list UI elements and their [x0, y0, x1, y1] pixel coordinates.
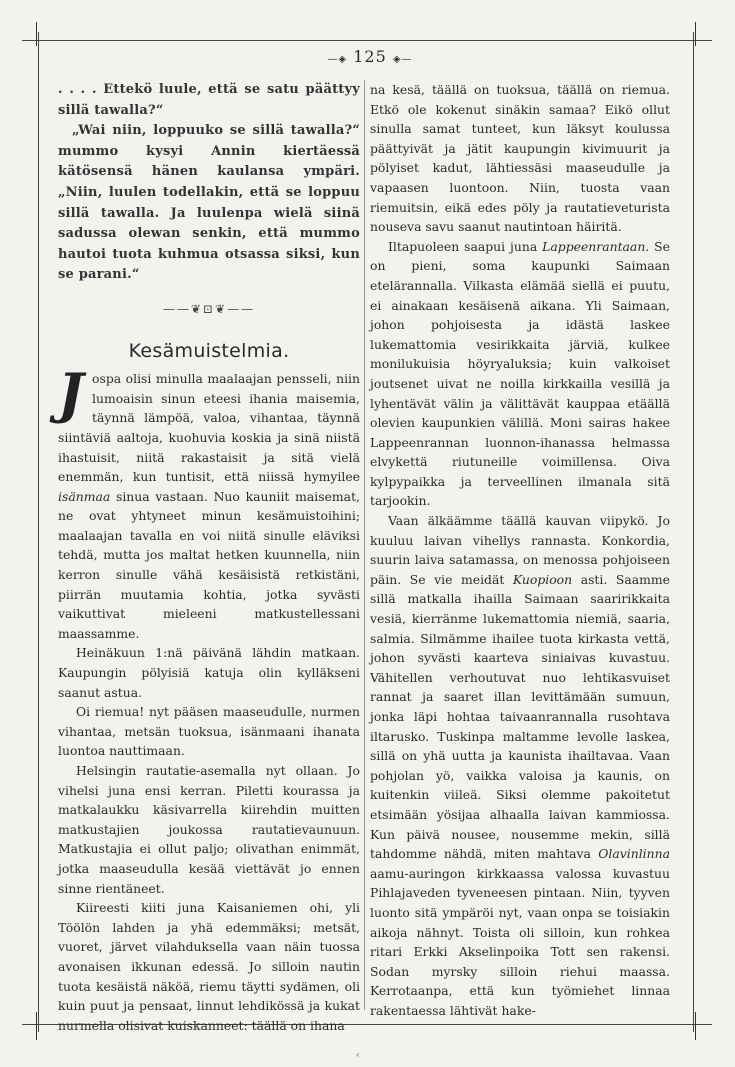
column-divider [364, 80, 365, 1010]
crop-mark [36, 1012, 37, 1040]
fraktur-text [58, 80, 360, 286]
paragraph-text: Vaan älkäämme täällä kauvan viipykö. Jo kuuluu laivan vihellys rannasta. Konkordia, suurin laiva satamassa, on menossa pohjoiseen päin. Se vie meidät [370, 513, 670, 587]
fraktur-paragraph: „Wai niin, loppuuko se sillä tawalla?“ mummo kysyi Annin kiertäessä kätösensä hänen kaulansa ympäri. „Niin, luulen todellakin, että se loppuu sillä tawalla. Ja luulenpa wielä siinä sadussa olewan senkin, että mummo hautoi tuota kuhmua otsassa siksi, kun se parani.“ [58, 123, 360, 283]
emphasis: Kuopioon [512, 571, 573, 587]
paragraph-text: Se on pieni, soma kaupunki Saimaan etelärannalla. Vilkasta elämää siellä ei puutu, ei ainakaan kesäisenä aikana. Yli Saimaan, johon pohjoisesta ja idästä laskee lukemattomia vesirikkaita järviä, kulkee monilukuisia höyryaluksia; kuin valkoiset joutsenet uivat ne noilla kirkkailla vesillä ja lyhentävät välin ja välittävät kauppaa etäällä olevien kaupunkien välillä. Moni sairas hakee Lappeenrannan luonnon-ihanassa helmassa elvykettä riutuneille voimillensa. Oiva kylpypaikka ja terveellinen ilmanala sitä tarjookin. [370, 238, 670, 509]
paragraph-text: Iltapuoleen saapui juna [388, 238, 538, 254]
emphasis: Olavinlinna [598, 846, 670, 862]
article-body [58, 361, 360, 1035]
paragraph-text: asti. Saamme sillä matkalla ihailla Saimaan saaririkkaita vesiä, kierränme lukemattomia niemiä, saaria, salmia. Silmämme ihailee tuota kirkasta vettä, johon syvästi kaarteva siniaivas kuvastuu. Vähitellen verhoutuvat nuo lehtikasvuiset rannat ja saaret illan levittämään sumuun, jonka läpi hohtaa taivaanrannalla rusohtava iltarusko. Tuskinpa maltamme levolle laskea, sillä on yhä uutta ja kaunista ihailtavaa. Vaan pohjolan yö, vaikka valoisa ja kaunis, on kuitenkin viileä. Siksi olemme pakoitetut etsimään yösijaa alhaalla laivan kammiossa. Kun päivä nousee, nousemme mekin, sillä tahdomme nähdä, miten mahtava [370, 571, 670, 862]
paragraph: Helsingin rautatie-asemalla nyt ollaan. Jo vihelsi juna ensi kerran. Piletti kourassa ja matkalaukku käsivarrella kiirehdin muitten matkustajien joukossa rautatievaunuun. Matkustajia ei ollut paljo; olivathan enimmät, jotka maaseudulla kesää viettävät jo ennen sinne rientäneet. [58, 763, 360, 896]
left-column [58, 80, 360, 1035]
paragraph: na kesä, täällä on tuoksua, täällä on riemua. Etkö ole kokenut sinäkin samaa? Eikö ollut sinulla samat tunteet, kun läksyt koulussa päättyivät ja jätit kaupungin kivimuurit ja pölyiset kadut, lähtiessäsi maaseudulle ja vapaasen luontoon. Niin, tuosta vaan riemuitsin, eikä edes pöly ja rautatieveturista nouseva savu saanut nautintoan häiritä. [370, 82, 670, 235]
page-number: 125 [353, 47, 387, 66]
footer-mark: ‹ [356, 1050, 360, 1061]
paragraph: Heinäkuun 1:nä päivänä lähdin matkaan. Kaupungin pölyisiä katuja olin kylläkseni saanut astua. [58, 645, 360, 700]
divider-ornament: ——❦⊡❦—— [162, 301, 256, 316]
paragraph-text: ospa olisi minulla maalaajan pensseli, niin lumoaisin sinun eteesi ihania maisemia, täynnä lämpöä, valoa, vihantaa, täynnä siintäviä aaltoja, kuohuvia koskia ja sinä niistä ihastuisit, niitä rakastaisit ja sitä vielä enemmän, kun tuntisit, että niissä hymyilee [58, 371, 360, 485]
paragraph: Oi riemua! nyt pääsen maaseudulle, nurmen vihantaa, metsän tuoksua, isänmaani ihanata luontoa nauttimaan. [58, 704, 360, 759]
paragraph: Kiireesti kiiti juna Kaisaniemen ohi, yli Töölön lahden ja yhä edemmäksi; metsät, vuoret, järvet vilahduksella vaan näin tuossa avonaisen ikkunan edessä. Jo silloin nautin tuota kesäistä näköä, riemu täytti sydämen, oli kuin puut ja pensaat, linnut lehdikössä ja kukat nurmella olisivat kuiskanneet: täällä on ihana [58, 900, 360, 1033]
emphasis: Lappeenrantaan. [542, 238, 650, 254]
paragraph [370, 237, 670, 511]
first-paragraph [58, 361, 360, 643]
left-rule [38, 32, 39, 1032]
fraktur-paragraph: . . . . Ettekö luule, että se satu päättyy sillä tawalla?“ [58, 82, 360, 118]
header-ornament-right: ◈— [392, 54, 413, 65]
crop-mark [695, 1012, 696, 1040]
page-header [300, 47, 440, 66]
section-title: Kesämuistelmia. [128, 339, 290, 362]
crop-mark [695, 22, 696, 46]
paragraph [370, 511, 670, 1020]
right-rule [693, 32, 694, 1032]
paragraph-text: aamu-auringon kirkkaassa valossa kuvastuu Pihlajaveden tyveneesen pintaan. Niin, tyyven luonto sitä ympäröi nyt, vaan onpa se toisiakin aikoja nähnyt. Toista oli silloin, kun rohkea ritari Erkki Akselinpoika Tott sen rakensi. Sodan myrsky silloin riehui maassa. Kerrotaanpa, että kun työmiehet linnaa rakentaessa lähtivät hake- [370, 865, 670, 1018]
drop-cap: J [58, 361, 84, 426]
top-rule [22, 40, 712, 41]
paragraph-text: sinua vastaan. Nuo kauniit maisemat, ne ovat yhtyneet minun kesämuistoihini; maalaajan tavalla en voi niitä sinulle eläviksi tehdä, mutta jos maltat hetken kuunnella, niin kerron sinulle vähä kesäisistä retkistäni, piirrän muutamia kohtia, jotka syvästi vaikuttivat mieleeni matkustellessani maassamme. [58, 488, 360, 641]
right-column [370, 80, 670, 1021]
header-ornament-left: —◈ [327, 54, 348, 65]
crop-mark [36, 22, 37, 46]
emphasis: isänmaa [58, 488, 111, 504]
